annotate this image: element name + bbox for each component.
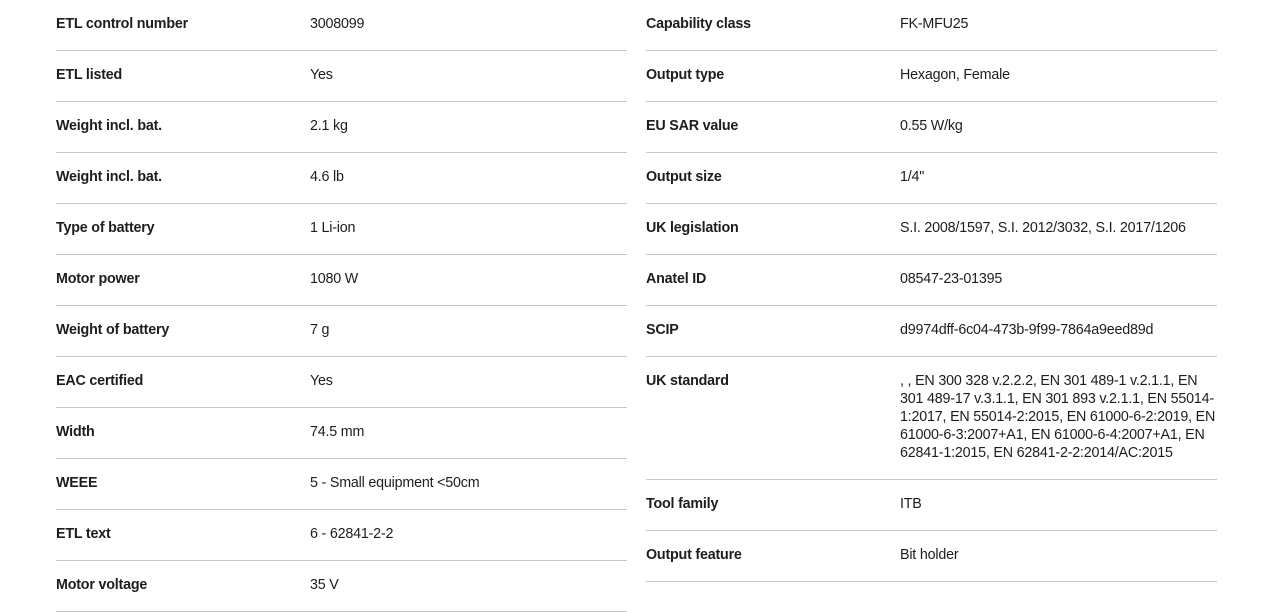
- spec-value: ITB: [900, 496, 922, 512]
- spec-label: EAC certified: [56, 373, 144, 389]
- spec-value: 1080 W: [310, 271, 359, 287]
- spec-row: [646, 51, 1217, 102]
- spec-column-right: [646, 0, 1217, 612]
- spec-label: Output size: [646, 169, 722, 185]
- spec-row: [646, 153, 1217, 204]
- spec-row: [56, 51, 627, 102]
- spec-value: Hexagon, Female: [900, 67, 1010, 83]
- spec-row: [56, 561, 627, 612]
- spec-value: 1 Li-ion: [310, 220, 356, 236]
- spec-label: WEEE: [56, 475, 98, 491]
- spec-value: 6 - 62841-2-2: [310, 526, 394, 542]
- spec-row: [56, 357, 627, 408]
- spec-column-left: [56, 0, 627, 612]
- spec-value: 08547-23-01395: [900, 271, 1003, 287]
- spec-value: 0.55 W/kg: [900, 118, 963, 134]
- spec-value: Yes: [310, 373, 333, 389]
- spec-row: [646, 0, 1217, 51]
- spec-row: [646, 255, 1217, 306]
- spec-row: [56, 408, 627, 459]
- spec-label: Weight of battery: [56, 322, 170, 338]
- spec-row: [56, 255, 627, 306]
- spec-label: SCIP: [646, 322, 679, 338]
- spec-row: [646, 204, 1217, 255]
- spec-label: Motor power: [56, 271, 140, 287]
- spec-value: 3008099: [310, 16, 365, 32]
- spec-value: 2.1 kg: [310, 118, 348, 134]
- spec-label: ETL control number: [56, 16, 188, 32]
- spec-value: Bit holder: [900, 547, 959, 563]
- spec-row: [56, 306, 627, 357]
- spec-label: EU SAR value: [646, 118, 739, 134]
- spec-label: Type of battery: [56, 220, 155, 236]
- spec-row: [56, 204, 627, 255]
- spec-row: [56, 459, 627, 510]
- spec-label: UK standard: [646, 373, 729, 389]
- spec-label: Output feature: [646, 547, 742, 563]
- spec-row: [646, 480, 1217, 531]
- spec-value: Yes: [310, 67, 333, 83]
- spec-row: [646, 306, 1217, 357]
- spec-value: 4.6 lb: [310, 169, 344, 185]
- spec-row: [646, 357, 1217, 480]
- spec-value: , , EN 300 328 v.2.2.2, EN 301 489-1 v.2.1.1, EN 301 489-17 v.3.1.1, EN 301 893 v.2.1.1, EN 55014-1:2017, EN 55014-2:2015, EN 61000-6-2:2019, EN 61000-6-3:2007+A1, EN 61000-6-4:2007+A1, EN 62841-1:2015, EN 62841-2-2:2014/AC:2015: [900, 373, 1216, 461]
- spec-value: 1/4": [900, 169, 925, 185]
- spec-label: Weight incl. bat.: [56, 169, 162, 185]
- spec-row: [646, 102, 1217, 153]
- spec-value: 5 - Small equipment <50cm: [310, 475, 480, 491]
- spec-value: d9974dff-6c04-473b-9f99-7864a9eed89d: [900, 322, 1154, 338]
- spec-label: Weight incl. bat.: [56, 118, 162, 134]
- spec-value: 7 g: [310, 322, 330, 338]
- spec-row: [56, 510, 627, 561]
- spec-label: ETL listed: [56, 67, 123, 83]
- spec-row: [646, 531, 1217, 582]
- spec-value: 35 V: [310, 577, 339, 593]
- spec-label: UK legislation: [646, 220, 739, 236]
- spec-value: S.I. 2008/1597, S.I. 2012/3032, S.I. 2017/1206: [900, 220, 1186, 236]
- spec-label: Anatel ID: [646, 271, 707, 287]
- spec-label: ETL text: [56, 526, 111, 542]
- spec-label: Capability class: [646, 16, 751, 32]
- spec-value: FK-MFU25: [900, 16, 969, 32]
- spec-row: [56, 153, 627, 204]
- spec-label: Motor voltage: [56, 577, 148, 593]
- spec-row: [56, 0, 627, 51]
- spec-value: 74.5 mm: [310, 424, 365, 440]
- spec-label: Tool family: [646, 496, 719, 512]
- spec-label: Output type: [646, 67, 725, 83]
- spec-label: Width: [56, 424, 95, 440]
- spec-row: [56, 102, 627, 153]
